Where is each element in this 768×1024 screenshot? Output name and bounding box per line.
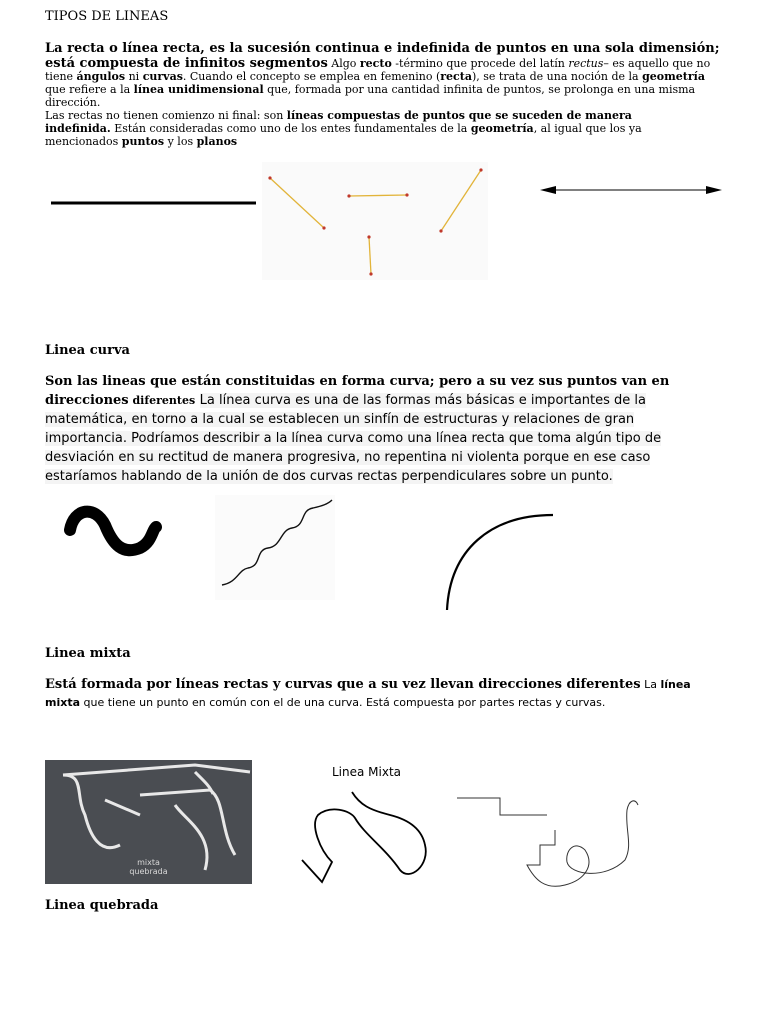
recta-p2-bold: planos (196, 135, 238, 148)
mixed-line-drawing (290, 780, 450, 890)
recta-term: geometría (642, 70, 705, 83)
curva-lead: Son las lineas que están constituidas en forma curva; pero a su vez sus puntos van en direcciones (45, 374, 670, 408)
recta-term: ángulos (76, 70, 126, 83)
recta-text: ), se trata de una noción de la (471, 70, 643, 83)
recta-p2: Están consideradas como uno de los entes fundamentales de la (110, 122, 471, 135)
page-title: TIPOS DE LINEAS (45, 9, 169, 24)
recta-p2: , al igual que los ya mencionados (45, 122, 642, 148)
mixta-text: que tiene un punto en común con el de una curva. Está compuesta por partes rectas y curvas. (80, 696, 606, 709)
recta-text: que, formada por una cantidad infinita de puntos, se prolonga en una misma dirección. (45, 83, 696, 109)
arc-curve (447, 515, 553, 610)
double-arrow-line (540, 186, 722, 194)
recta-text: -término que procede del latín (391, 57, 569, 70)
thick-wave (70, 512, 156, 551)
recta-text: Algo (327, 57, 360, 70)
recta-lead: La recta o línea recta, es la sucesión continua e indefinida de puntos en una sola dimensión; (45, 41, 720, 56)
broken-mixed-figure (455, 790, 645, 895)
straight-lines-figure (0, 160, 768, 290)
recta-p2-bold: líneas compuestas de puntos que se suceden de manera indefinida. (45, 109, 632, 135)
recta-text: que refiere a la (45, 83, 134, 96)
recta-section (45, 40, 725, 148)
step-line (457, 798, 547, 815)
mixed-line-path (302, 792, 426, 882)
mixed-curve-line (527, 801, 638, 886)
recta-p2-bold: geometría (470, 122, 534, 135)
wave-panel (215, 495, 335, 600)
curva-lead-end: diferentes (128, 394, 196, 407)
recta-text: ni (125, 70, 143, 83)
recta-p2-bold: puntos (121, 135, 165, 148)
chalkboard-image (45, 760, 252, 884)
recta-s1: está compuesta de infinitos segmentos (45, 56, 328, 71)
recta-text: – es aquello que no tiene (45, 57, 711, 83)
board-label-mixta: mixta (137, 858, 160, 867)
curva-body: La línea curva es una de las formas más básicas e importantes de la matemática, en torno a la cual se establecen un sinfín de estructuras y relaciones de gran importancia. Podríamos describir a la línea curva como una línea recta que toma algún tipo de desviación en su rectitud de manera progresiva, no repentina ni violenta porque en ese caso estaríamos hablando de la unión de dos curvas rectas perpendiculares sobre un punto. (45, 393, 662, 484)
recta-term: curvas (142, 70, 183, 83)
mixta-heading: Linea mixta (45, 646, 131, 661)
mixta-figure-label: Linea Mixta (332, 765, 402, 779)
curves-figure (0, 490, 768, 615)
recta-latin: rectus (568, 57, 604, 70)
curva-section (45, 372, 675, 486)
quebrada-heading: Linea quebrada (45, 898, 159, 913)
mixta-section (45, 675, 725, 711)
mixta-text: La (640, 678, 661, 691)
recta-term: recto (359, 57, 392, 70)
mixta-lead: Está formada por líneas rectas y curvas que a su vez llevan direcciones diferentes (45, 677, 641, 692)
segments-panel (262, 162, 488, 280)
recta-p2: Las rectas no tienen comienzo ni final: son (45, 109, 287, 122)
curva-heading: Linea curva (45, 343, 130, 358)
recta-term: línea unidimensional (133, 83, 264, 96)
mixta-term: línea mixta (45, 678, 691, 709)
recta-p2: y los (164, 135, 197, 148)
recta-term: recta (440, 70, 472, 83)
recta-text: . Cuando el concepto se emplea en femenino ( (182, 70, 441, 83)
board-label-quebrada: quebrada (129, 867, 168, 876)
